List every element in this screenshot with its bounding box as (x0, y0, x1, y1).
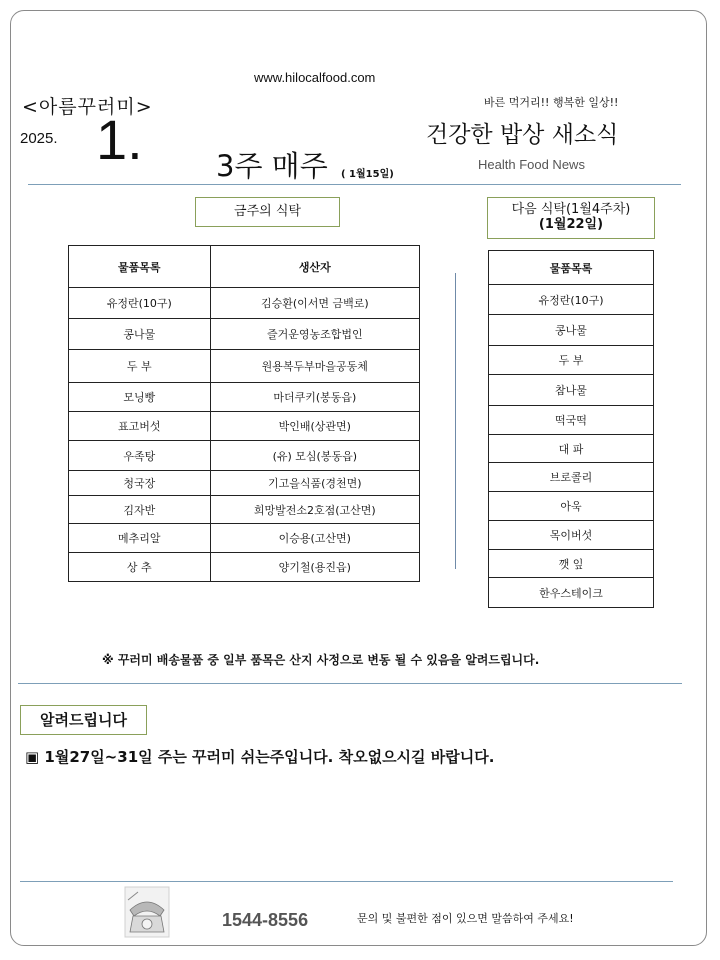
item-cell: 떡국떡 (489, 406, 654, 435)
item-cell: 표고버섯 (69, 412, 211, 441)
list-item (489, 550, 654, 578)
item-cell: 아욱 (489, 492, 654, 521)
producer-cell: 희망발전소2호점(고산면) (210, 496, 419, 524)
website-url: www.hilocalfood.com (254, 70, 376, 85)
next-week-date: (1월22일) (538, 217, 604, 232)
issue-month: 1. (96, 108, 143, 171)
issue-date: ( 1월15일) (341, 169, 394, 180)
notice-label: 알려드립니다 (20, 705, 147, 735)
list-item (489, 463, 654, 492)
next-week-label (487, 197, 655, 239)
table-row (69, 553, 420, 582)
slogan: 바른 먹거리!! 행복한 일상!! (484, 96, 619, 109)
this-week-table (68, 245, 420, 582)
substitution-note: ※ 꾸러미 배송물품 중 일부 품목은 산지 사정으로 변동 될 수 있음을 알려드립니다. (102, 653, 540, 667)
item-cell: 모닝빵 (69, 383, 211, 412)
item-cell: 콩나물 (489, 315, 654, 346)
producer-cell: 기고을식품(경천면) (210, 471, 419, 496)
list-item (489, 435, 654, 463)
producer-cell: 박인배(상관면) (210, 412, 419, 441)
next-week-table (488, 250, 654, 608)
producer-cell: 이승용(고산면) (210, 524, 419, 553)
column-header-producer: 생산자 (210, 246, 419, 288)
table-row (69, 496, 420, 524)
notice-text: ▣ 1월27일~31일 주는 꾸러미 쉬는주입니다. 착오없으시길 바랍니다. (25, 748, 495, 766)
brand-name: <아름꾸러미> (22, 96, 153, 118)
issue-year: 2025. (20, 130, 58, 147)
table-row (69, 524, 420, 553)
producer-cell: 즐거운영농조합법인 (210, 319, 419, 350)
table-row (69, 288, 420, 319)
item-cell: 한우스테이크 (489, 578, 654, 608)
table-row (69, 412, 420, 441)
list-item (489, 346, 654, 375)
column-header-item: 물품목록 (69, 246, 211, 288)
footer-divider (20, 881, 673, 882)
producer-cell: 김승환(이서면 금백로) (210, 288, 419, 319)
item-cell: 메추리알 (69, 524, 211, 553)
item-cell: 목이버섯 (489, 521, 654, 550)
section-divider (18, 683, 682, 684)
this-week-label: 금주의 식탁 (195, 197, 340, 227)
table-row (69, 350, 420, 383)
table-row (69, 319, 420, 350)
item-cell: 브로콜리 (489, 463, 654, 492)
column-divider (455, 273, 456, 569)
item-cell: 청국장 (69, 471, 211, 496)
header-divider (28, 184, 681, 185)
item-cell: 참나물 (489, 375, 654, 406)
producer-cell: 원용복두부마을공동체 (210, 350, 419, 383)
list-item (489, 406, 654, 435)
item-cell: 유정란(10구) (69, 288, 211, 319)
table-row (69, 383, 420, 412)
producer-cell: 양기철(용진읍) (210, 553, 419, 582)
producer-cell: (유) 모심(봉동읍) (210, 441, 419, 471)
item-cell: 두 부 (69, 350, 211, 383)
next-week-title: 다음 식탁(1월4주차) (511, 202, 631, 217)
item-cell: 깻 잎 (489, 550, 654, 578)
column-header-item: 물품목록 (489, 251, 654, 285)
item-cell: 대 파 (489, 435, 654, 463)
contact-message: 문의 및 불편한 점이 있으면 말씀하여 주세요! (357, 912, 574, 925)
table-row (69, 441, 420, 471)
list-item (489, 492, 654, 521)
list-item (489, 578, 654, 608)
issue-week: 3주 매주 (216, 149, 328, 183)
item-cell: 김자반 (69, 496, 211, 524)
list-item (489, 315, 654, 346)
table-row (69, 471, 420, 496)
item-cell: 두 부 (489, 346, 654, 375)
item-cell: 콩나물 (69, 319, 211, 350)
item-cell: 상 추 (69, 553, 211, 582)
list-item (489, 285, 654, 315)
telephone-icon (124, 886, 170, 938)
list-item (489, 375, 654, 406)
item-cell: 우족탕 (69, 441, 211, 471)
newsletter-title: 건강한 밥상 새소식 (426, 122, 619, 148)
phone-number: 1544-8556 (222, 910, 309, 930)
newsletter-subtitle: Health Food News (478, 157, 585, 172)
producer-cell: 마더쿠키(봉동읍) (210, 383, 419, 412)
list-item (489, 521, 654, 550)
item-cell: 유정란(10구) (489, 285, 654, 315)
